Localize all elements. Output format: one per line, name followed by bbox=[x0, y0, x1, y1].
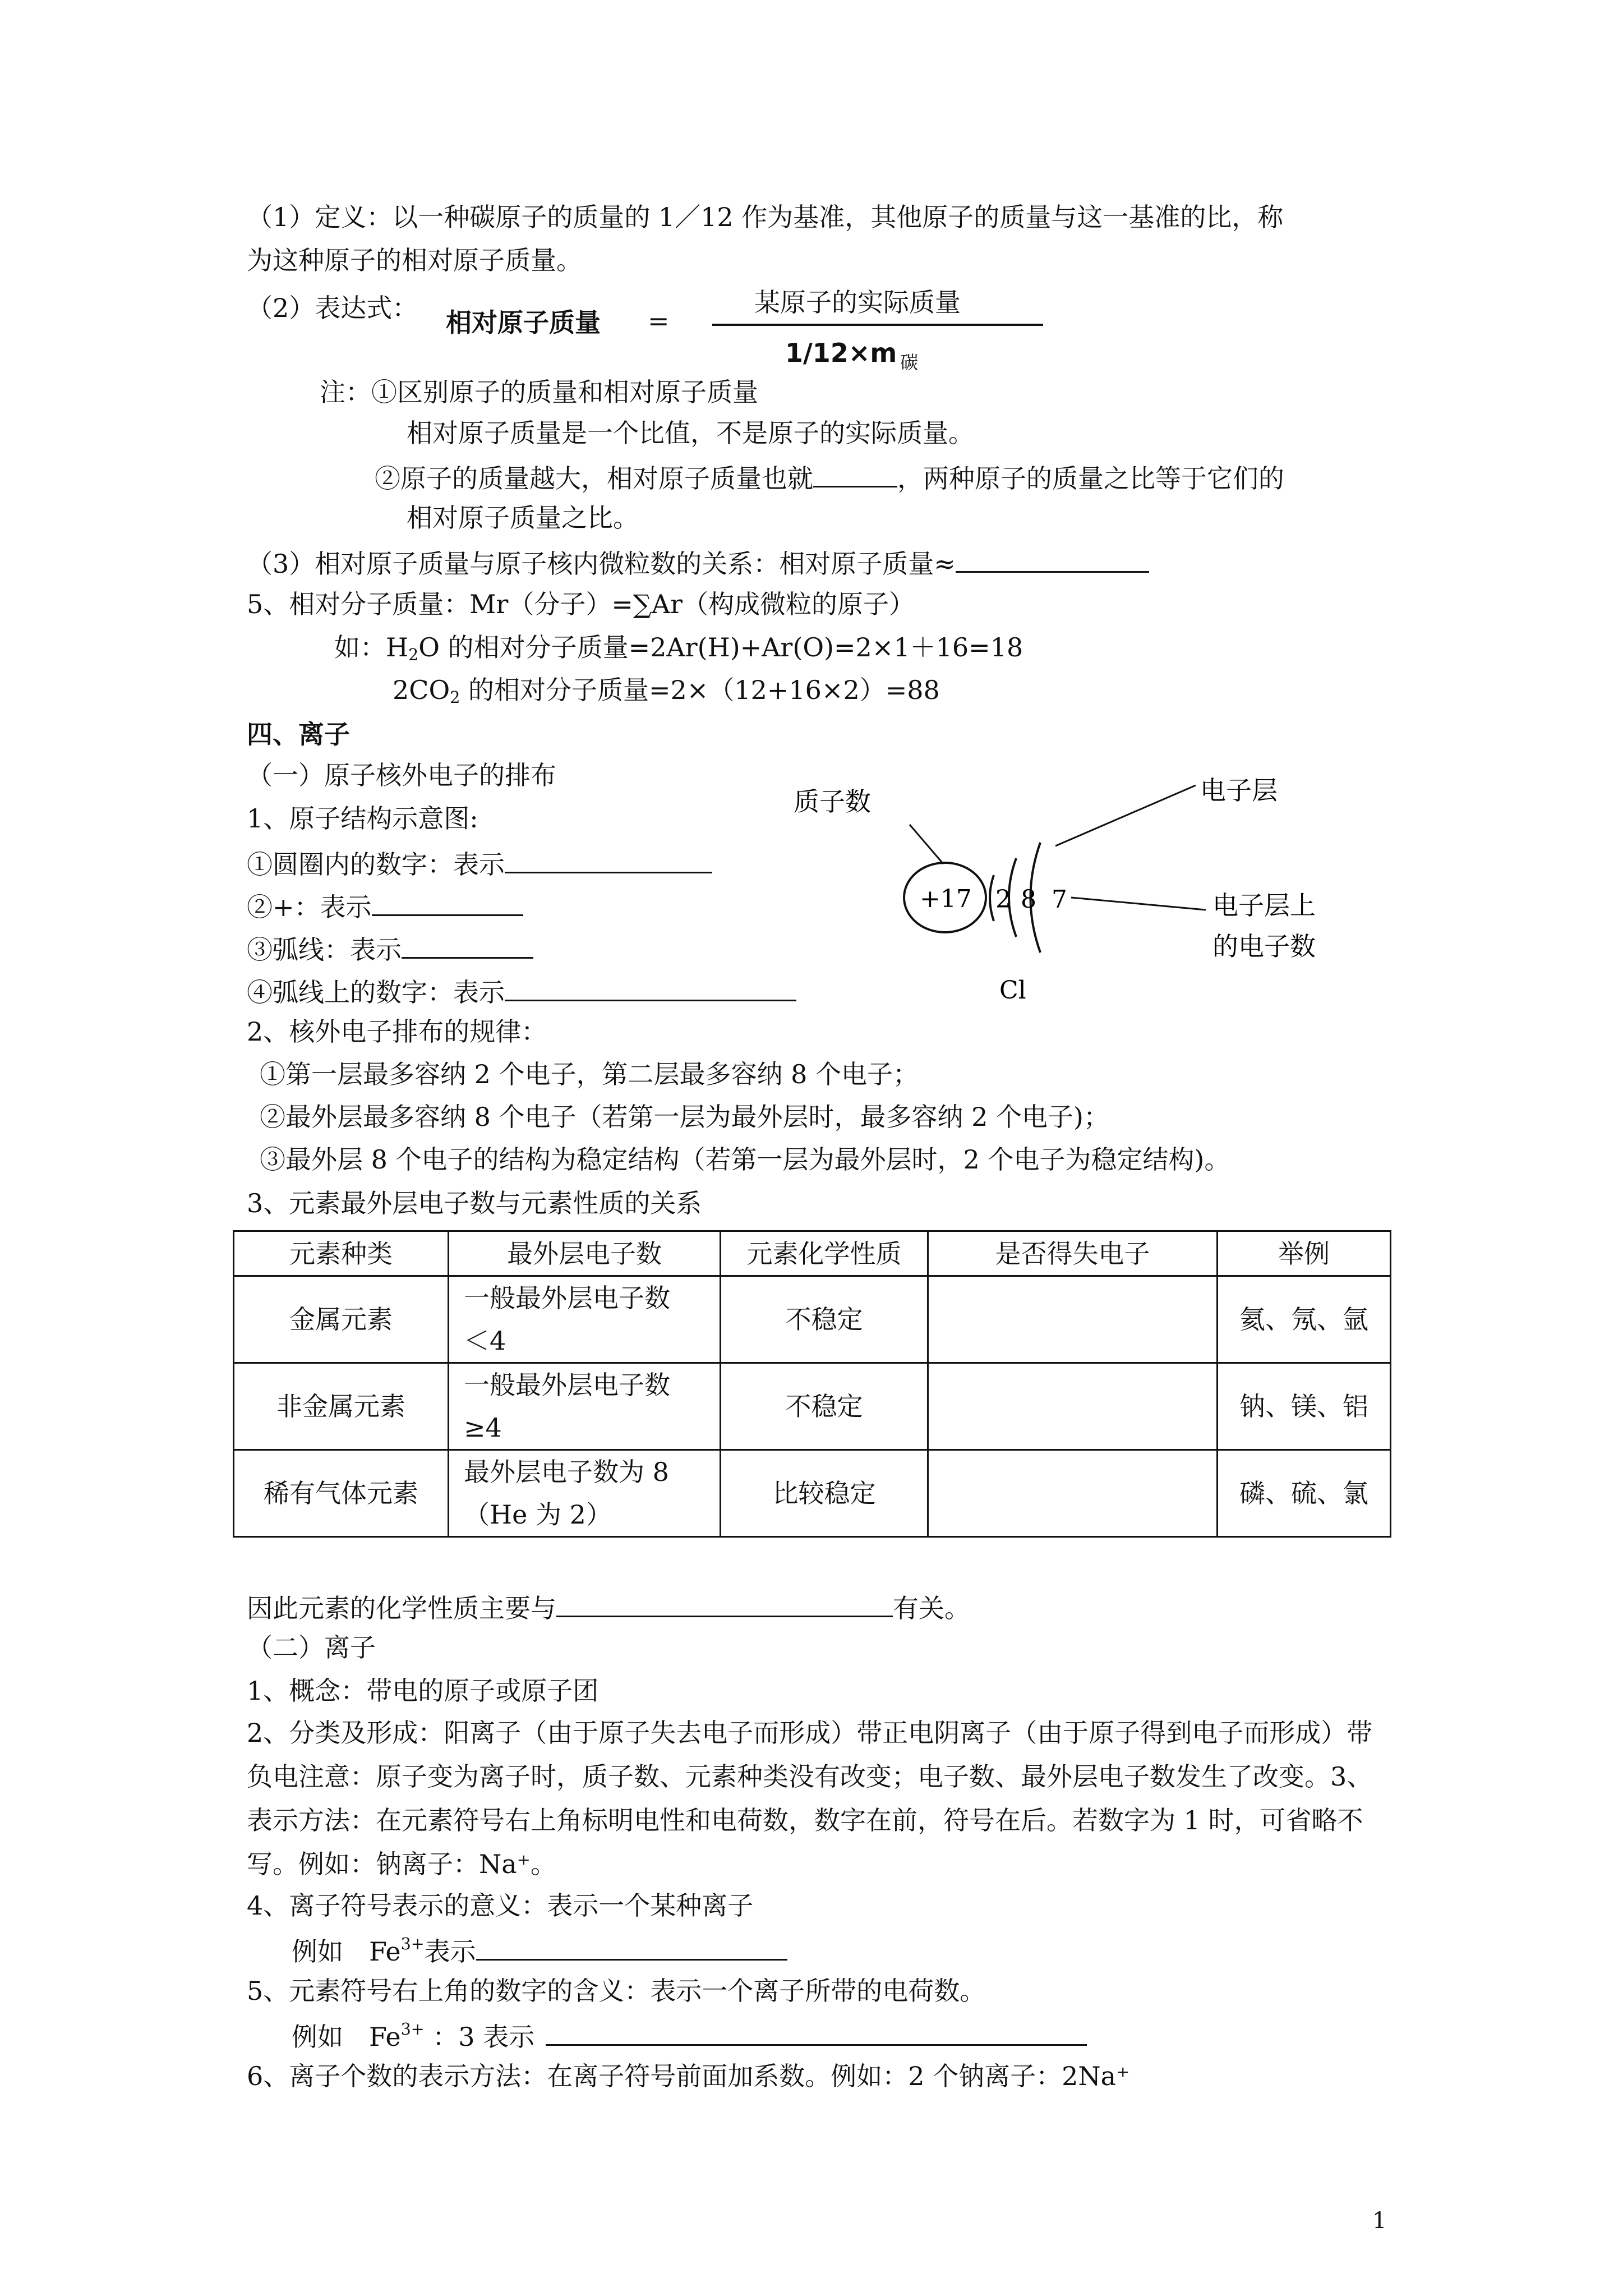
note-4: 相对原子质量之比。 bbox=[407, 503, 639, 533]
formula-denominator: 1/12×m $_碳$ bbox=[785, 338, 919, 373]
shell-electrons-3: 7 bbox=[1052, 885, 1067, 914]
definition-line-1: （1）定义：以一种碳原子的质量的 1／12 作为基准，其他原子的质量与这一基准的比，称 bbox=[247, 202, 1284, 232]
cell-property: 不稳定 bbox=[721, 1363, 928, 1450]
question-plus-sign: ②+：表示 bbox=[247, 889, 523, 923]
ions-title: （二）离子 bbox=[247, 1632, 376, 1663]
diagram-item-title: 1、原子结构示意图: bbox=[247, 803, 478, 834]
label-electrons-line1: 电子层上 bbox=[1212, 890, 1316, 921]
definition-line-2: 为这种原子的相对原子质量。 bbox=[247, 245, 582, 275]
label-electrons-line2: 的电子数 bbox=[1212, 931, 1316, 961]
question-circle-number: ①圆圈内的数字：表示 bbox=[247, 846, 712, 880]
fraction-bar bbox=[712, 324, 1043, 326]
table-title: 3、元素最外层电子数与元素性质的关系 bbox=[247, 1188, 702, 1218]
label-protons: 质子数 bbox=[794, 786, 871, 817]
ion-symbol-meaning: 4、离子符号表示的意义：表示一个某种离子 bbox=[247, 1890, 754, 1921]
rule-2: ②最外层最多容纳 8 个电子（若第一层为最外层时，最多容纳 2 个电子)； bbox=[260, 1102, 1109, 1132]
cell-kind: 稀有气体元素 bbox=[234, 1450, 449, 1537]
molecular-example-1: 如：$H_2O$ 的相对分子质量=2Ar(H)+Ar(O)=2×1＋16=18 bbox=[334, 632, 1023, 665]
rule-1: ①第一层最多容纳 2 个电子，第二层最多容纳 8 个电子； bbox=[260, 1059, 919, 1089]
pointer-shell bbox=[1055, 785, 1196, 846]
conclusion-line: 因此元素的化学性质主要与 有关。 bbox=[247, 1590, 970, 1624]
atom-structure-diagram bbox=[757, 763, 1402, 1027]
formula-numerator: 某原子的实际质量 bbox=[754, 287, 961, 318]
header-example: 举例 bbox=[1218, 1231, 1391, 1276]
subsection-electrons: （一）原子核外电子的排布 bbox=[247, 760, 556, 790]
molecular-example-2: $2CO_2$ 的相对分子质量=2×（12+16×2）=88 bbox=[393, 675, 940, 707]
cell-kind: 金属元素 bbox=[234, 1276, 449, 1363]
rule-3: ③最外层 8 个电子的结构为稳定结构（若第一层为最外层时，2 个电子为稳定结构)。 bbox=[260, 1144, 1230, 1175]
cell-outer: 一般最外层电子数 ＜4 bbox=[449, 1276, 721, 1363]
header-outer: 最外层电子数 bbox=[449, 1231, 721, 1276]
cell-property: 不稳定 bbox=[721, 1276, 928, 1363]
cell-property: 比较稳定 bbox=[721, 1450, 928, 1537]
header-kind: 元素种类 bbox=[234, 1231, 449, 1276]
element-property-table bbox=[233, 1230, 1391, 1538]
cell-gain-lose bbox=[928, 1276, 1218, 1363]
header-gain-lose: 是否得失电子 bbox=[928, 1231, 1218, 1276]
cell-outer: 最外层电子数为 8 （He 为 2） bbox=[449, 1450, 721, 1537]
shell-arc-1 bbox=[990, 875, 994, 921]
element-symbol: Cl bbox=[999, 976, 1026, 1005]
cell-example: 氦、氖、氩 bbox=[1218, 1276, 1391, 1363]
label-shell: 电子层 bbox=[1200, 775, 1278, 806]
header-property: 元素化学性质 bbox=[721, 1231, 928, 1276]
formula-lhs: 相对原子质量 bbox=[446, 307, 601, 338]
cell-kind: 非金属元素 bbox=[234, 1363, 449, 1450]
table-row bbox=[234, 1276, 1391, 1363]
note-2: 相对原子质量是一个比值，不是原子的实际质量。 bbox=[407, 418, 974, 448]
ions-classification: 2、分类及形成：阳离子（由于原子失去电子而形成）带正电阴离子（由于原子得到电子而形成）带负电注意：原子变为离子时，质子数、元素种类没有改变；电子数、最外层电子数发生了改变。3、表示方法：在元素符号右上角标明电性和电荷数，数字在前，符号在后。若数字为 1 时，可省略不写。例如：钠离子：Na⁺。 bbox=[247, 1718, 1373, 1879]
note-3: ②原子的质量越大，相对原子质量也就 ，两种原子的质量之比等于它们的 bbox=[375, 460, 1284, 494]
rules-title: 2、核外电子排布的规律： bbox=[247, 1016, 547, 1047]
charge-number-meaning: 5、元素符号右上角的数字的含义：表示一个离子所带的电荷数。 bbox=[247, 1976, 986, 2006]
cell-example: 钠、镁、铝 bbox=[1218, 1363, 1391, 1450]
ion-count-method: 6、离子个数的表示方法：在离子符号前面加系数。例如：2 个钠离子：2Na⁺ bbox=[247, 2061, 1130, 2091]
ion-example-2: 例如 $Fe^{3+}$ ：3 表示 bbox=[292, 2018, 1087, 2053]
page-number: 1 bbox=[1372, 2208, 1387, 2234]
question-arc: ③弧线：表示 bbox=[247, 931, 533, 965]
shell-electrons-1: 2 bbox=[995, 885, 1011, 914]
question-arc-number: ④弧线上的数字：表示 bbox=[247, 974, 796, 1008]
pointer-electrons bbox=[1071, 898, 1206, 910]
section-title: 四、离子 bbox=[247, 719, 350, 749]
cell-outer: 一般最外层电子数 ≥4 bbox=[449, 1363, 721, 1450]
table-row bbox=[234, 1450, 1391, 1537]
ion-example-1: 例如 $Fe^{3+}$表示 bbox=[292, 1933, 787, 1967]
note-1: 注：①区别原子的质量和相对原子质量 bbox=[320, 377, 758, 407]
formula-equals: = bbox=[648, 306, 670, 336]
molecular-title: 5、相对分子质量：Mr（分子）=∑Ar（构成微粒的原子） bbox=[247, 589, 915, 619]
formula-label: （2）表达式： bbox=[247, 293, 418, 323]
cell-example: 磷、硫、氯 bbox=[1218, 1450, 1391, 1537]
cell-gain-lose bbox=[928, 1450, 1218, 1537]
shell-electrons-2: 8 bbox=[1021, 885, 1036, 914]
table-row bbox=[234, 1363, 1391, 1450]
relation-line: （3）相对原子质量与原子核内微粒数的关系：相对原子质量≈ bbox=[247, 545, 1149, 579]
cell-gain-lose bbox=[928, 1363, 1218, 1450]
nucleus-charge: +17 bbox=[920, 885, 972, 913]
ions-concept: 1、概念：带电的原子或原子团 bbox=[247, 1676, 599, 1706]
pointer-protons bbox=[910, 825, 943, 864]
table-header-row bbox=[234, 1231, 1391, 1276]
